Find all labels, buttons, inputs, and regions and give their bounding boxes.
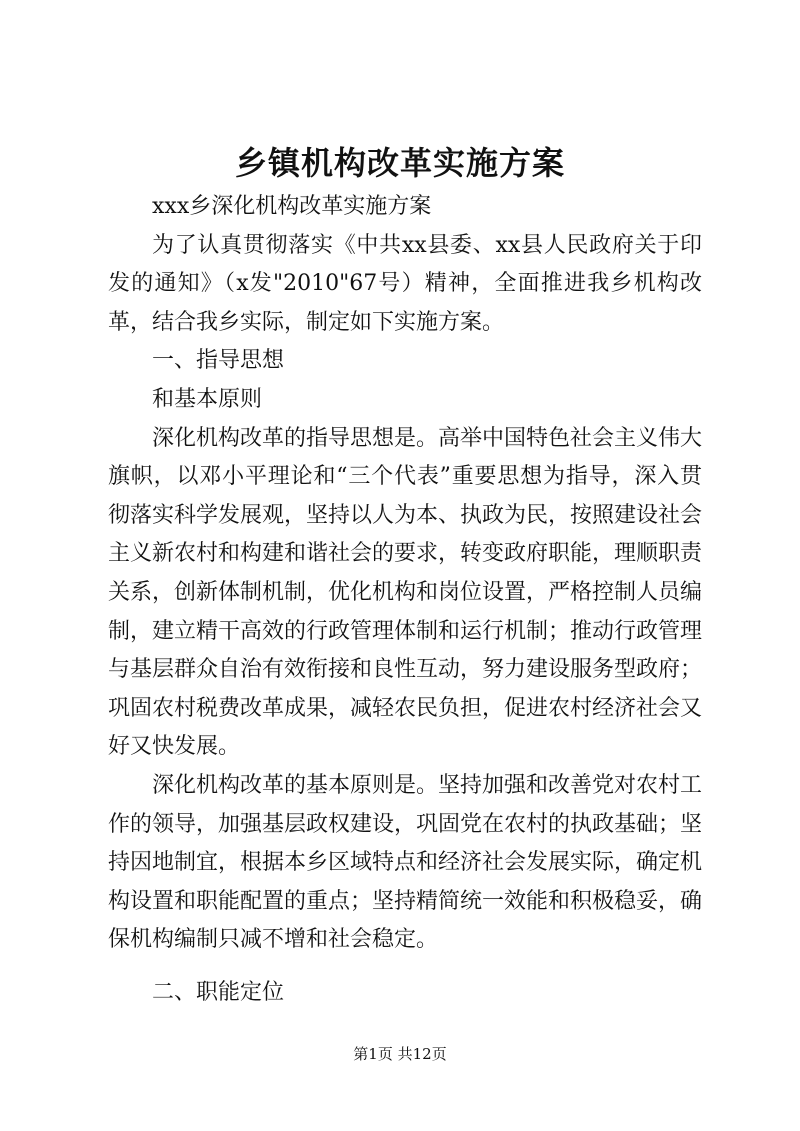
guiding-thought-paragraph: 深化机构改革的指导思想是。高举中国特色社会主义伟大旗帜，以邓小平理论和“三个代表”重要思想为指导，深入贯彻落实科学发展观，坚持以人为本、执政为民，按照建设社会主义新农村和构建和谐社会的要求，转变政府职能，理顺职责关系，创新体制机制，优化机构和岗位设置，严格控制人员编制，建立精干高效的行政管理体制和运行机制；推动行政管理与基层群众自治有效衔接和良性互动，努力建设服务型政府；巩固农村税费改革成果，减轻农民负担，促进农村经济社会又好又快发展。 [108,425,703,760]
document-body [108,188,702,1012]
document-title: 乡镇机构改革实施方案 [234,144,565,182]
section-heading-guiding-thought: 一、指导思想 [152,348,285,374]
intro-paragraph: 为了认真贯彻落实《中共xx县委、xx县人民政府关于印发的通知》（x发"2010"67号）精神，全面推进我乡机构改革，结合我乡实际，制定如下实施方案。 [108,232,702,335]
subtitle-paragraph: xxx乡深化机构改革实施方案 [152,194,432,219]
page-footer: 第1页 共12页 [353,1045,447,1063]
section-heading-function-positioning: 二、职能定位 [152,979,285,1005]
basic-principles-paragraph: 深化机构改革的基本原则是。坚持加强和改善党对农村工作的领导，加强基层政权建设，巩固党在农村的执政基础；坚持因地制宜，根据本乡区域特点和经济社会发展实际，确定机构设置和职能配置的重点；坚持精简统一效能和积极稳妥，确保机构编制只减不增和社会稳定。 [108,772,703,953]
section-heading-basic-principles: 和基本原则 [152,386,263,412]
